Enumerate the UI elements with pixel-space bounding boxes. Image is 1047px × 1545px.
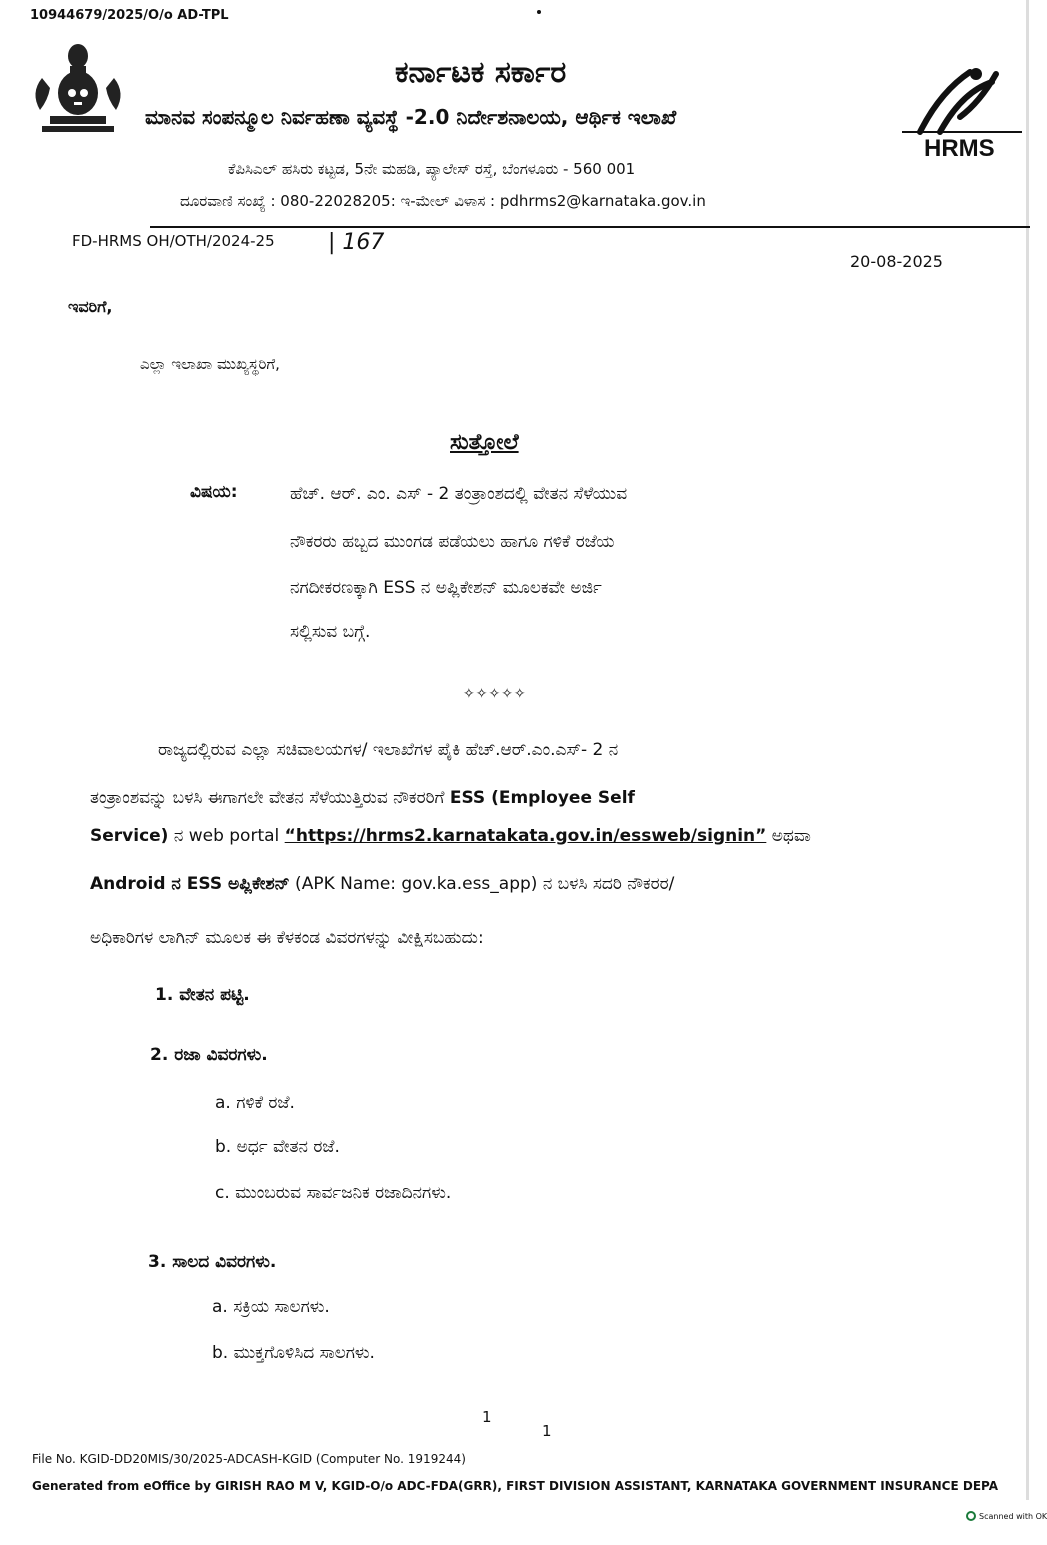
- body-line: ರಾಜ್ಯದಲ್ಲಿರುವ ಎಲ್ಲಾ ಸಚಿವಾಲಯಗಳ/ ಇಲಾಖೆಗಳ ಪೈಕಿ ಹೆಚ್.ಆರ್.ಎಂ.ಎಸ್- 2 ನ: [158, 740, 619, 760]
- subject-line: ಹೆಚ್. ಆರ್. ಎಂ. ಎಸ್ - 2 ತಂತ್ರಾಂಶದಲ್ಲಿ ವೇತನ ಸೆಳೆಯುವ: [290, 484, 628, 504]
- scanner-icon: [966, 1511, 976, 1521]
- subject-line: ಸಲ್ಲಿಸುವ ಬಗ್ಗೆ.: [290, 622, 371, 642]
- list-item: 3. ಸಾಲದ ವಿವರಗಳು.: [148, 1252, 277, 1272]
- list-subitem: b. ಮುಕ್ತಗೊಳಿಸಿದ ಸಾಲಗಳು.: [212, 1343, 375, 1363]
- list-subitem: c. ಮುಂಬರುವ ಸಾರ್ವಜನಿಕ ರಜಾದಿನಗಳು.: [215, 1183, 452, 1203]
- list-item: 1. ವೇತನ ಪಟ್ಟಿ.: [155, 985, 250, 1005]
- hrms-logo-text: HRMS: [924, 135, 995, 162]
- body-text-bold: ESS (Employee Self: [449, 788, 635, 808]
- handwritten-number: | 167: [328, 230, 385, 255]
- header-divider: [150, 226, 1030, 228]
- file-reference: FD-HRMS OH/OTH/2024-25: [72, 232, 275, 250]
- document-reference: 10944679/2025/O/o AD-TPL: [30, 8, 229, 23]
- circular-title: ಸುತ್ತೋಲೆ: [450, 430, 519, 455]
- body-text: ಅಥವಾ: [766, 826, 811, 846]
- body-text-bold: Service): [90, 826, 169, 846]
- body-text-bold: Android ನ ESS ಅಪ್ಲಿಕೇಶನ್: [90, 874, 290, 894]
- list-item: 2. ರಜಾ ವಿವರಗಳು.: [150, 1045, 268, 1065]
- body-text: ತಂತ್ರಾಂಶವನ್ನು ಬಳಸಿ ಈಗಾಗಲೇ ವೇತನ ಸೆಳೆಯುತ್ತಿರುವ ನೌಕರರಿಗೆ: [90, 788, 450, 808]
- subject-line: ನಗದೀಕರಣಕ್ಕಾಗಿ ESS ನ ಅಪ್ಲಿಕೇಶನ್ ಮೂಲಕವೇ ಅರ್ಜಿ: [290, 578, 602, 598]
- footer-generated-by: Generated from eOffice by GIRISH RAO M V, KGID-O/o ADC-FDA(GRR), FIRST DIVISION ASSISTANT, KARNATAKA GOVERNMENT INSURANCE DEPA: [32, 1479, 998, 1493]
- section-ornament: ✧✧✧✧✧: [463, 686, 527, 702]
- directorate-name: ಮಾನವ ಸಂಪನ್ಮೂಲ ನಿರ್ವಹಣಾ ವ್ಯವಸ್ಥೆ -2.0 ನಿರ್ದೇಶನಾಲಯ, ಆರ್ಥಿಕ ಇಲಾಖೆ: [145, 105, 677, 129]
- body-line: [90, 788, 635, 808]
- footer-file-number: File No. KGID-DD20MIS/30/2025-ADCASH-KGID (Computer No. 1919244): [32, 1452, 466, 1466]
- subject-line: ನೌಕರರು ಹಬ್ಬದ ಮುಂಗಡ ಪಡೆಯಲು ಹಾಗೂ ಗಳಿಕೆ ರಜೆಯ: [290, 532, 615, 552]
- list-subitem: a. ಗಳಿಕೆ ರಜೆ.: [215, 1093, 295, 1113]
- body-line: [90, 826, 811, 846]
- letter-date: 20-08-2025: [850, 252, 943, 271]
- contact-details: ದೂರವಾಣಿ ಸಂಖ್ಯೆ : 080-22028205: ಇ-ಮೇಲ್ ವಿಳಾಸ : pdhrms2@karnataka.gov.in: [180, 192, 706, 210]
- portal-link[interactable]: “https://hrms2.karnatakata.gov.in/essweb/signin”: [284, 826, 767, 846]
- body-line: [90, 874, 674, 894]
- recipient: ಎಲ್ಲಾ ಇಲಾಖಾ ಮುಖ್ಯಸ್ಥರಿಗೆ,: [140, 355, 280, 373]
- page-number: 1: [482, 1408, 492, 1426]
- body-text: ನ web portal: [168, 826, 285, 846]
- state-emblem-icon: [22, 38, 134, 138]
- list-subitem: b. ಅರ್ಧ ವೇತನ ರಜೆ.: [215, 1137, 340, 1157]
- list-subitem: a. ಸಕ್ರಿಯ ಸಾಲಗಳು.: [212, 1297, 330, 1317]
- page-number: 1: [542, 1422, 552, 1440]
- to-label: ಇವರಿಗೆ,: [68, 297, 113, 316]
- government-name: ಕರ್ನಾಟಕ ಸರ್ಕಾರ: [395, 55, 567, 90]
- scanned-badge: [966, 1511, 1047, 1521]
- speck-mark: [537, 10, 541, 14]
- subject-label: ವಿಷಯ:: [190, 482, 238, 502]
- hrms-logo-icon: [900, 62, 1022, 162]
- page-edge: [1026, 0, 1029, 1500]
- body-line: ಅಧಿಕಾರಿಗಳ ಲಾಗಿನ್ ಮೂಲಕ ಈ ಕೆಳಕಂಡ ವಿವರಗಳನ್ನು ವೀಕ್ಷಿಸಬಹುದು:: [90, 928, 484, 948]
- office-address: ಕೆಪಿಸಿಎಲ್ ಹಸಿರು ಕಟ್ಟಡ, 5ನೇ ಮಹಡಿ, ಪ್ಯಾಲೇಸ್ ರಸ್ತೆ, ಬೆಂಗಳೂರು - 560 001: [228, 160, 636, 178]
- scanned-text: Scanned with OK: [979, 1511, 1047, 1521]
- body-text: (APK Name: gov.ka.ess_app) ನ ಬಳಸಿ ಸದರಿ ನೌಕರರ/: [289, 874, 675, 894]
